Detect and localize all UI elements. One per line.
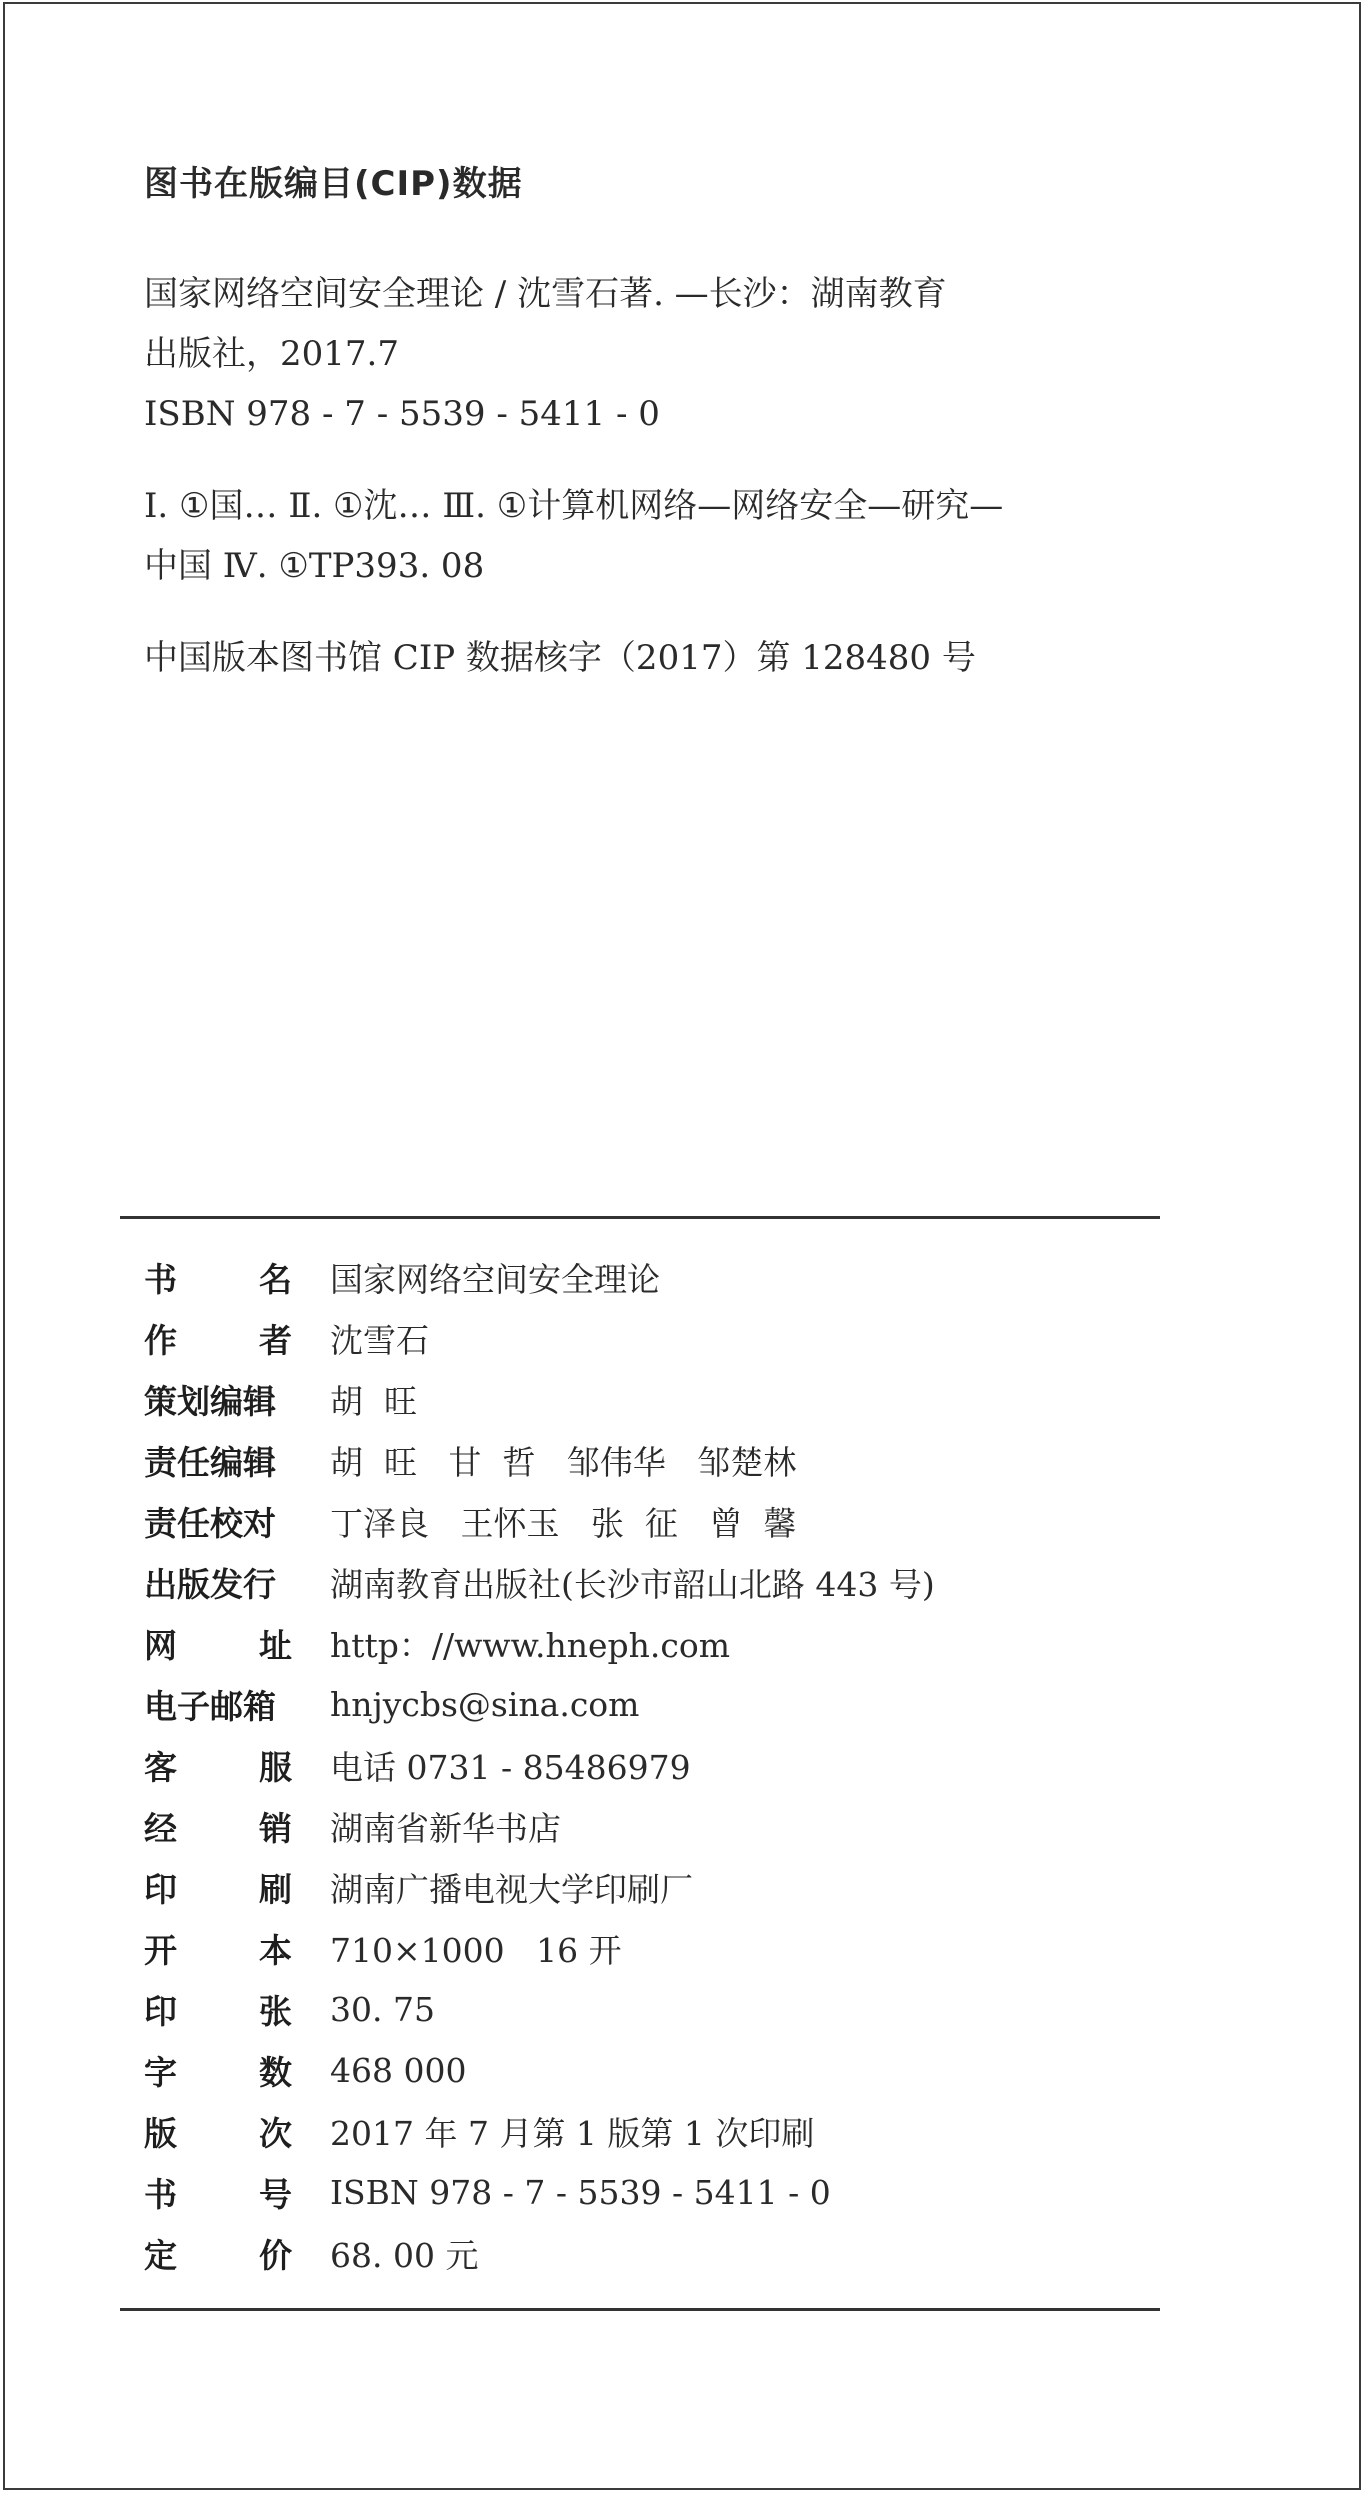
info-row <box>144 1491 1184 1552</box>
info-value: 710×1000 16 开 <box>330 1931 622 1970</box>
info-label-part: 数 <box>259 2053 292 2092</box>
info-label <box>144 1498 292 1545</box>
info-value: hnjycbs@sina.com <box>330 1685 640 1724</box>
info-label-part: 网 <box>144 1626 177 1665</box>
cip-subject-line-1: Ⅰ. ①国… Ⅱ. ①沈… Ⅲ. ①计算机网络—网络安全—研究— <box>144 486 1004 526</box>
info-label <box>144 1681 292 1728</box>
info-label-part: 字 <box>144 2053 177 2092</box>
cip-bibliographic-entry <box>144 264 1204 444</box>
info-value: 湖南教育出版社(长沙市韶山北路 443 号) <box>330 1565 935 1604</box>
info-label-part: 址 <box>259 1626 292 1665</box>
info-label-part: 销 <box>259 1809 292 1848</box>
info-value: 468 000 <box>330 2051 467 2090</box>
info-label <box>144 2230 292 2277</box>
info-label-part: 电子邮箱 <box>144 1687 276 1726</box>
info-label-part: 版 <box>144 2114 177 2153</box>
info-row <box>144 1430 1184 1491</box>
info-value: 电话 0731 - 85486979 <box>330 1748 691 1787</box>
info-row <box>144 1247 1184 1308</box>
info-label <box>144 1437 292 1484</box>
info-label-part: 号 <box>259 2175 292 2214</box>
info-label-part: 定 <box>144 2236 177 2275</box>
info-value: http：//www.hneph.com <box>330 1626 730 1665</box>
info-row <box>144 1857 1184 1918</box>
cip-data-section <box>144 160 1204 720</box>
info-label-part: 书 <box>144 2175 177 2214</box>
info-value: ISBN 978 - 7 - 5539 - 5411 - 0 <box>330 2173 831 2212</box>
info-label-part: 经 <box>144 1809 177 1848</box>
info-label <box>144 1559 292 1606</box>
info-row <box>144 1918 1184 1979</box>
bottom-divider-rule <box>120 2308 1160 2311</box>
info-label-part: 价 <box>259 2236 292 2275</box>
info-row <box>144 2162 1184 2223</box>
info-label-part: 出版发行 <box>144 1565 276 1604</box>
info-label <box>144 1742 292 1789</box>
info-label <box>144 2108 292 2155</box>
info-label-part: 客 <box>144 1748 177 1787</box>
info-label-part: 印 <box>144 1992 177 2031</box>
cip-heading: 图书在版编目(CIP)数据 <box>144 164 523 204</box>
top-divider-rule <box>120 1216 1160 1219</box>
info-value: 胡 旺 <box>330 1382 417 1421</box>
info-label <box>144 2169 292 2216</box>
info-row <box>144 1613 1184 1674</box>
info-label-part: 责任校对 <box>144 1504 276 1543</box>
info-label-part: 服 <box>259 1748 292 1787</box>
info-label-part: 者 <box>259 1321 292 1360</box>
cip-isbn-line: ISBN 978 - 7 - 5539 - 5411 - 0 <box>144 394 660 434</box>
info-label <box>144 1315 292 1362</box>
info-row <box>144 1796 1184 1857</box>
info-label-part: 作 <box>144 1321 177 1360</box>
info-label <box>144 1376 292 1423</box>
cip-subject-line-2: 中国 Ⅳ. ①TP393. 08 <box>144 546 485 586</box>
info-value: 丁泽良 王怀玉 张 征 曾 馨 <box>330 1504 797 1543</box>
info-label-part: 名 <box>259 1260 292 1299</box>
cip-title-line: 国家网络空间安全理论 / 沈雪石著. —长沙：湖南教育 <box>144 274 947 314</box>
info-label <box>144 1620 292 1667</box>
info-row <box>144 2040 1184 2101</box>
info-value: 湖南广播电视大学印刷厂 <box>330 1870 693 1909</box>
info-row <box>144 1979 1184 2040</box>
info-row <box>144 2223 1184 2284</box>
info-label-part: 开 <box>144 1931 177 1970</box>
info-value: 胡 旺 甘 哲 邹伟华 邹楚林 <box>330 1443 797 1482</box>
info-label-part: 本 <box>259 1931 292 1970</box>
info-value: 68. 00 元 <box>330 2236 479 2275</box>
info-row <box>144 1552 1184 1613</box>
publication-info-table <box>144 1247 1184 2284</box>
info-row <box>144 1674 1184 1735</box>
info-label-part: 刷 <box>259 1870 292 1909</box>
info-label <box>144 1803 292 1850</box>
cip-publisher-line: 出版社，2017.7 <box>144 334 399 374</box>
info-label-part: 书 <box>144 1260 177 1299</box>
info-row <box>144 1308 1184 1369</box>
info-label-part: 张 <box>259 1992 292 2031</box>
info-value: 国家网络空间安全理论 <box>330 1260 660 1299</box>
cip-verification-line: 中国版本图书馆 CIP 数据核字（2017）第 128480 号 <box>144 638 976 678</box>
info-label-part: 次 <box>259 2114 292 2153</box>
cip-subject-entry <box>144 476 1204 596</box>
info-value: 30. 75 <box>330 1990 435 2029</box>
info-value: 沈雪石 <box>330 1321 429 1360</box>
info-value: 2017 年 7 月第 1 版第 1 次印刷 <box>330 2114 815 2153</box>
info-label <box>144 1925 292 1972</box>
info-row <box>144 1735 1184 1796</box>
info-label-part: 印 <box>144 1870 177 1909</box>
info-value: 湖南省新华书店 <box>330 1809 561 1848</box>
info-row <box>144 2101 1184 2162</box>
info-row <box>144 1369 1184 1430</box>
info-label <box>144 1254 292 1301</box>
cip-verification-entry <box>144 628 1204 688</box>
info-label-part: 策划编辑 <box>144 1382 276 1421</box>
info-label <box>144 1986 292 2033</box>
info-label <box>144 2047 292 2094</box>
info-label <box>144 1864 292 1911</box>
info-label-part: 责任编辑 <box>144 1443 276 1482</box>
